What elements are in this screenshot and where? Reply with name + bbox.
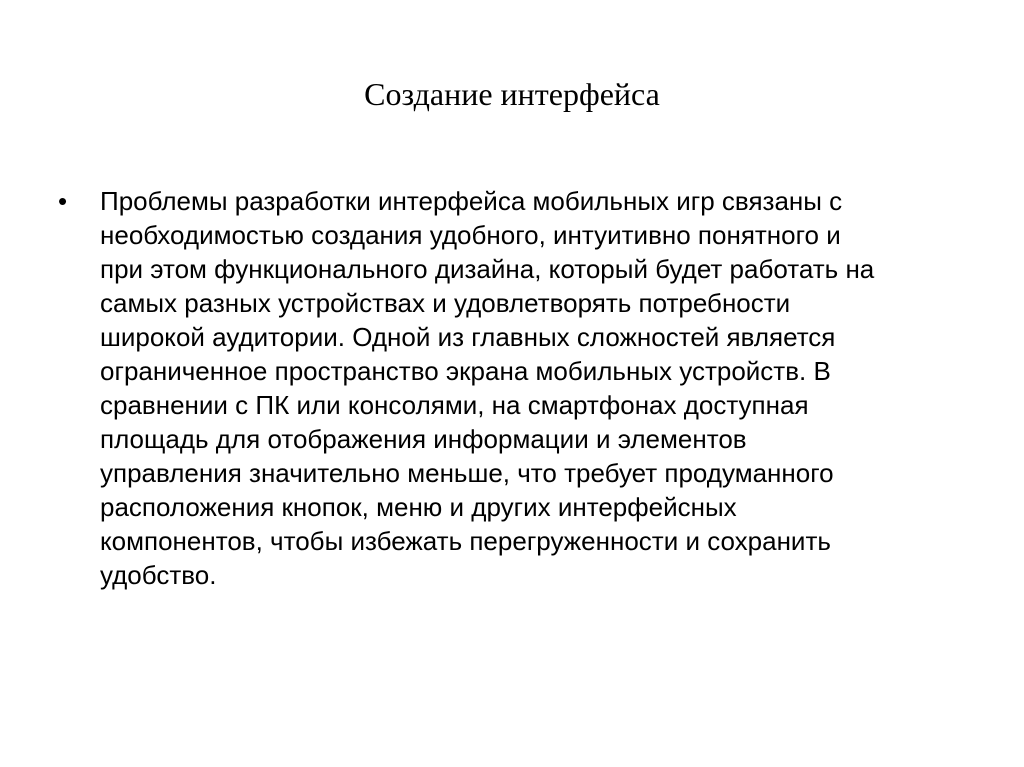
- bullet-list: [58, 184, 958, 592]
- bullet-item: [58, 184, 958, 592]
- paragraph-line: управления значительно меньше, что требует продуманного: [100, 458, 834, 488]
- paragraph-line: самых разных устройствах и удовлетворять потребности: [100, 288, 791, 318]
- paragraph-line: компонентов, чтобы избежать перегруженности и сохранить: [100, 526, 831, 556]
- bullet-marker: •: [58, 186, 68, 216]
- paragraph-line: широкой аудитории. Одной из главных сложностей является: [100, 322, 836, 352]
- paragraph-line: Проблемы разработки интерфейса мобильных игр связаны с: [100, 186, 843, 216]
- paragraph-line: удобство.: [100, 560, 217, 590]
- paragraph-line: площадь для отображения информации и элементов: [100, 424, 747, 454]
- paragraph-line: при этом функционального дизайна, который будет работать на: [100, 254, 875, 284]
- paragraph-line: расположения кнопок, меню и других интерфейсных: [100, 492, 737, 522]
- paragraph-line: необходимостью создания удобного, интуитивно понятного и: [100, 220, 841, 250]
- paragraph-line: ограниченное пространство экрана мобильных устройств. В: [100, 356, 831, 386]
- slide-title: Создание интерфейса: [364, 76, 660, 112]
- paragraph-line: сравнении с ПК или консолями, на смартфонах доступная: [100, 390, 809, 420]
